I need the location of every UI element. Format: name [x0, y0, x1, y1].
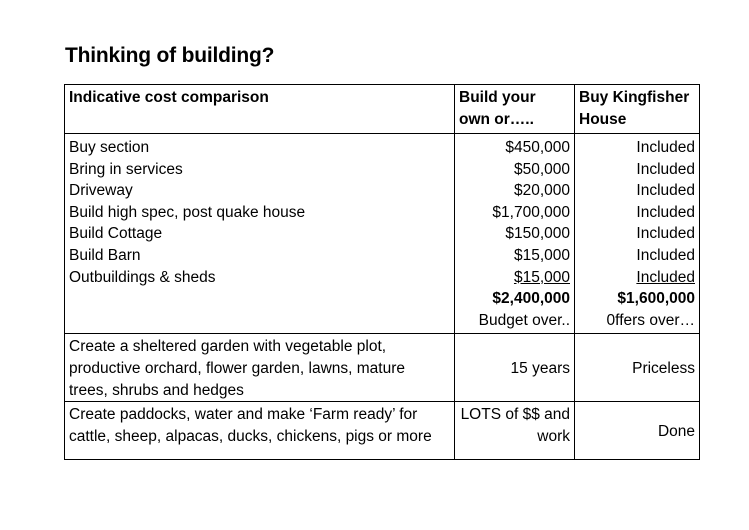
build-cost: $50,000 — [513, 160, 570, 178]
build-cost: $15,000 — [513, 246, 570, 264]
farm-row — [65, 402, 700, 460]
build-costs-cell — [455, 134, 575, 334]
farm-build-line1: LOTS of $$ and — [460, 406, 570, 424]
item-labels-cell — [65, 134, 455, 334]
page-title: Thinking of building? — [65, 44, 275, 67]
buy-cost: Included — [636, 160, 695, 178]
buy-note: 0ffers over… — [606, 311, 695, 329]
farm-line: Create paddocks, water and make ‘Farm ready’ for — [69, 406, 418, 424]
farm-line: cattle, sheep, alpacas, ducks, chickens, pigs or more — [69, 427, 432, 445]
cost-items-row — [65, 134, 700, 334]
buy-cost: Included — [636, 203, 695, 221]
buy-total: $1,600,000 — [617, 290, 695, 308]
buy-cost: Included — [636, 246, 695, 264]
buy-cost: Included — [636, 225, 695, 243]
item-label: Build Barn — [69, 246, 141, 264]
garden-line: trees, shrubs and hedges — [69, 381, 244, 399]
farm-buy: Done — [575, 402, 700, 460]
build-cost: $150,000 — [505, 225, 570, 243]
item-label: Driveway — [69, 182, 133, 200]
garden-buy: Priceless — [575, 334, 700, 402]
header-build-line1: Build your — [459, 89, 536, 106]
build-cost: $450,000 — [505, 139, 570, 156]
spacer — [69, 310, 450, 332]
item-label: Build Cottage — [69, 225, 163, 243]
item-label: Buy section — [69, 139, 150, 156]
table-header-row — [65, 85, 700, 134]
build-cost: $20,000 — [513, 182, 570, 200]
header-build-line2: own or….. — [459, 110, 534, 128]
garden-build: 15 years — [455, 334, 575, 402]
buy-cost: Included — [636, 182, 695, 200]
farm-build-line2: work — [537, 427, 570, 445]
buy-costs-cell — [575, 134, 700, 334]
build-cost: $1,700,000 — [492, 203, 570, 221]
buy-cost: Included — [636, 139, 695, 156]
farm-build — [455, 402, 575, 460]
header-build — [455, 85, 575, 134]
header-buy-line1: Buy Kingfisher — [579, 89, 690, 106]
buy-cost: Included — [636, 268, 695, 286]
farm-description — [65, 402, 455, 460]
spacer — [69, 288, 450, 310]
build-cost: $15,000 — [513, 268, 570, 286]
header-item — [65, 85, 455, 134]
header-item-label: Indicative cost comparison — [69, 89, 269, 106]
header-buy-line2: House — [579, 110, 627, 128]
garden-description — [65, 334, 455, 402]
item-label: Build high spec, post quake house — [69, 203, 306, 221]
cost-comparison-table — [64, 84, 700, 460]
header-buy — [575, 85, 700, 134]
item-label: Outbuildings & sheds — [69, 268, 216, 286]
garden-row — [65, 334, 700, 402]
build-note: Budget over.. — [478, 311, 570, 329]
build-total: $2,400,000 — [492, 290, 570, 308]
garden-line: productive orchard, flower garden, lawns, mature — [69, 359, 405, 377]
garden-line: Create a sheltered garden with vegetable plot, — [69, 338, 387, 356]
item-label: Bring in services — [69, 160, 183, 178]
